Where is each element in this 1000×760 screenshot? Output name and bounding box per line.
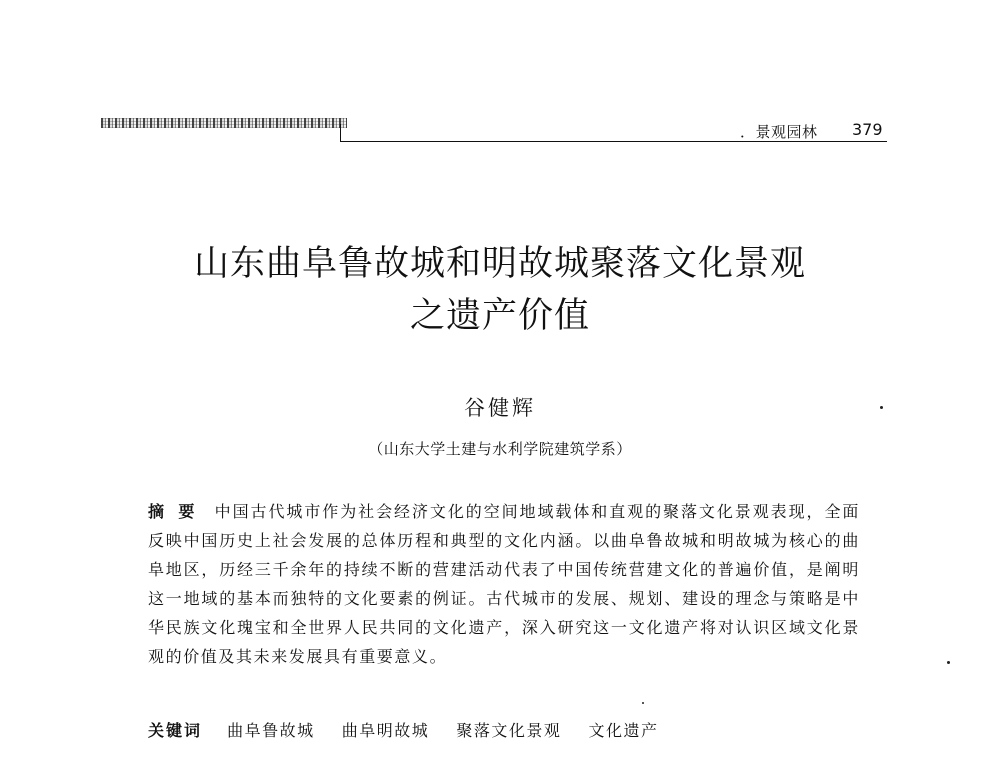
scan-speck	[642, 702, 644, 704]
abstract	[148, 497, 860, 671]
paper-title-line-2: 之遗产价值	[409, 296, 590, 336]
keyword-item: 曲阜鲁故城	[227, 721, 315, 740]
running-head-journal: ．景观园林	[740, 123, 818, 141]
keywords	[148, 718, 680, 741]
keyword-item: 曲阜明故城	[341, 721, 430, 740]
scan-speck	[880, 406, 883, 409]
abstract-text: 中国古代城市作为社会经济文化的空间地域载体和直观的聚落文化景观表现，全面反映中国历史上社会发展的总体历程和典型的文化内涵。以曲阜鲁故城和明故城为核心的曲阜地区，历经三千余年的持续不断的营建活动代表了中国传统营建文化的普遍价值，是阐明这一地域的基本而独特的文化要素的例证。古代城市的发展、规划、建设的理念与策略是中华民族文化瑰宝和全世界人民共同的文化遗产，深入研究这一文化遗产将对认识区域文化景观的价值及其未来发展具有重要意义。	[148, 502, 860, 666]
scan-speck	[947, 661, 950, 664]
author-affiliation: （山东大学土建与水利学院建筑学系）	[368, 440, 632, 458]
keyword-item: 文化遗产	[588, 721, 659, 740]
keywords-label: 关键词	[148, 721, 203, 740]
header-scan-noise	[101, 118, 347, 128]
paper-title	[0, 238, 1000, 342]
paper-title-line-1: 山东曲阜鲁故城和明故城聚落文化景观	[193, 244, 806, 284]
keyword-item: 聚落文化景观	[456, 721, 562, 740]
page-number: 379	[852, 120, 883, 139]
header-rule-tick	[340, 124, 341, 142]
author-name: 谷健辉	[464, 396, 536, 420]
abstract-label: 摘要	[148, 502, 209, 521]
